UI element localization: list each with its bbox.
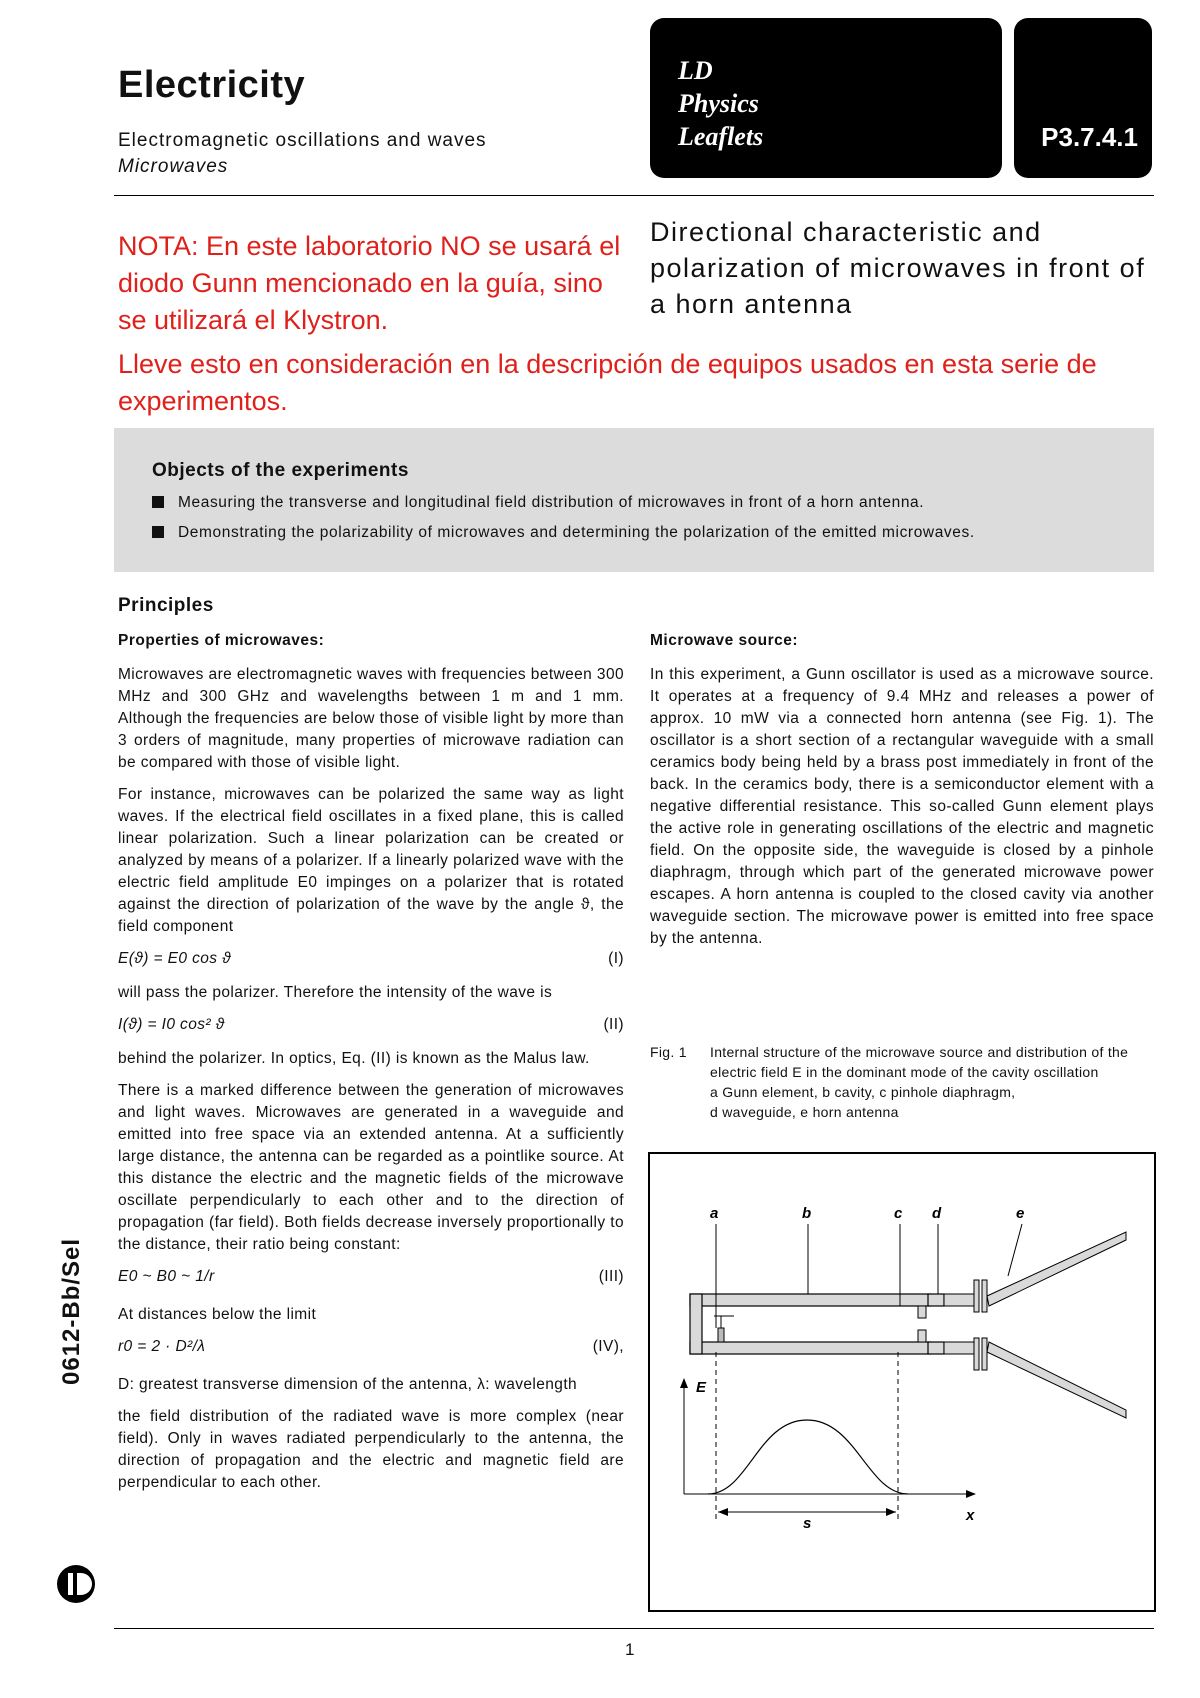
objects-item-text: Measuring the transverse and longitudinal field distribution of microwaves in front of a horn antenna. xyxy=(178,494,925,511)
flange xyxy=(982,1280,987,1312)
objects-item-text: Demonstrating the polarizability of microwaves and determining the polarization of the emitted microwaves. xyxy=(178,524,975,541)
caption-line: a Gunn element, b cavity, c pinhole diaphragm, xyxy=(710,1084,1016,1100)
pinhole-diaphragm xyxy=(918,1306,926,1318)
page-number: 1 xyxy=(625,1640,635,1659)
objects-item xyxy=(152,494,924,512)
equation-2 xyxy=(118,1014,624,1036)
right-column xyxy=(650,632,1154,950)
source-text: In this experiment, a Gunn oscillator is used as a microwave source. It operates at a frequency of 9.4 MHz and releases a power of approx. 10 mW via a connected horn antenna (see Fig. 1). The oscillator is a short section of a rectangular waveguide with a small ceramics body being held by a brass post immediately in front of the back. In the ceramics body, there is a semiconductor element with a negative differential resistance. This so-called Gunn element plays the active role in generating oscillations of the electric and magnetic field. On the opposite side, the waveguide is closed by a pinhole diaphragm, through which part of the generated microwave power escapes. A horn antenna is coupled to the closed cavity via another waveguide section. The microwave power is emitted into free space by the antenna. xyxy=(650,666,1154,947)
span-label: s xyxy=(803,1515,812,1532)
figure-caption xyxy=(710,1042,1154,1122)
flange xyxy=(974,1338,979,1370)
subtitle-topic: Electromagnetic oscillations and waves xyxy=(118,130,487,151)
footer-divider xyxy=(114,1628,1154,1629)
axis-label-e: E xyxy=(696,1379,707,1396)
section-title: Electricity xyxy=(118,64,306,106)
brand-box xyxy=(650,18,1002,178)
equation-text: I(ϑ) = I0 cos² ϑ xyxy=(118,1016,225,1033)
principles-heading: Principles xyxy=(118,595,214,616)
label-c: c xyxy=(894,1205,903,1222)
label-e: e xyxy=(1016,1205,1025,1222)
axis-label-x: x xyxy=(966,1507,975,1524)
bullet-square-icon xyxy=(152,526,164,538)
equation-number: (IV), xyxy=(592,1338,624,1355)
figure-label: Fig. 1 xyxy=(650,1044,687,1060)
caption-line: d waveguide, e horn antenna xyxy=(710,1104,899,1120)
gunn-element xyxy=(718,1328,724,1342)
ld-logo-icon xyxy=(56,1564,96,1604)
waveguide-section xyxy=(944,1294,974,1306)
flange xyxy=(974,1280,979,1312)
brand-line: LD xyxy=(678,56,713,85)
document-title: Directional characteristic and polarization of microwaves in front of a horn antenna xyxy=(650,217,1146,319)
flange xyxy=(982,1338,987,1370)
leaflet-code-box xyxy=(1014,18,1152,178)
objects-heading: Objects of the experiments xyxy=(152,460,409,481)
equation-3 xyxy=(118,1266,624,1294)
pinhole-diaphragm xyxy=(918,1330,926,1342)
subtitle-subtopic: Microwaves xyxy=(118,156,229,177)
source-heading: Microwave source: xyxy=(650,632,799,649)
equation-1 xyxy=(118,948,624,970)
note-text-1: NOTA: En este laboratorio NO se usará el diodo Gunn mencionado en la guía, sino se utilizará el Klystron. xyxy=(118,231,621,335)
bullet-square-icon xyxy=(152,496,164,508)
waveguide-section xyxy=(944,1342,974,1354)
paragraph: Microwaves are electromagnetic waves with frequencies between 300 MHz and 300 GHz and wavelengths between 1 m and 1 mm. Although the frequencies are below those of visible light by more than 3 orders of magnitude, many properties of microwave radiation can be compared with those of visible light. xyxy=(118,666,624,771)
figure-diagram xyxy=(648,1152,1156,1612)
equation-text: r0 = 2 · D²/λ xyxy=(118,1338,206,1355)
label-a: a xyxy=(710,1205,719,1222)
objects-box xyxy=(114,428,1154,572)
equation-4 xyxy=(118,1336,624,1364)
left-column-text xyxy=(118,664,624,1494)
objects-item xyxy=(152,524,975,542)
paragraph: For instance, microwaves can be polarized the same way as light waves. If the electrical field oscillates in a fixed plane, this is called linear polarization. Such a linear polarization can be created or analyzed by means of a polarizer. If a linearly polarized wave with the electric field amplitude E0 impinges on a polarizer that is rotated against the direction of polarization of the wave by the angle ϑ, the field component xyxy=(118,786,624,935)
equation-text: E0 ~ B0 ~ 1/r xyxy=(118,1268,215,1285)
equation-number: (II) xyxy=(603,1016,624,1033)
left-column xyxy=(118,632,624,1504)
equation-number: (III) xyxy=(598,1268,624,1285)
header-divider xyxy=(114,195,1154,196)
paragraph: D: greatest transverse dimension of the antenna, λ: wavelength xyxy=(118,1376,578,1393)
properties-heading: Properties of microwaves: xyxy=(118,632,325,649)
paragraph: the field distribution of the radiated wave is more complex (near field). Only in waves radiated perpendicularly to the antenna, the direction of propagation and the electric and magnetic field are perpendicular to each other. xyxy=(118,1408,624,1491)
side-code: 0612-Bb/Sel xyxy=(58,1237,85,1385)
equation-number: (I) xyxy=(608,950,624,967)
label-d: d xyxy=(932,1205,942,1222)
paragraph: behind the polarizer. In optics, Eq. (II) is known as the Malus law. xyxy=(118,1050,590,1067)
brand-line: Leaflets xyxy=(678,122,764,151)
paragraph: At distances below the limit xyxy=(118,1306,317,1323)
paragraph: will pass the polarizer. Therefore the intensity of the wave is xyxy=(118,984,553,1001)
paragraph: There is a marked difference between the generation of microwaves and light waves. Microwaves are generated in a waveguide and emitted into free space via an extended antenna. At a sufficiently large distance, the antenna can be regarded as a pointlike source. At this distance the electric and the magnetic fields of the microwave oscillate perpendicularly to each other and to the direction of propagation (far field). Both fields decrease inversely proportionally to the distance, their ratio being constant: xyxy=(118,1082,624,1253)
label-b: b xyxy=(802,1205,812,1222)
leaflet-code: P3.7.4.1 xyxy=(1041,122,1138,152)
brand-line: Physics xyxy=(678,89,759,118)
equation-text: E(ϑ) = E0 cos ϑ xyxy=(118,950,232,967)
note-text-2: Lleve esto en consideración en la descripción de equipos usados en esta serie de experimentos. xyxy=(118,349,1097,416)
caption-line: Internal structure of the microwave source and distribution of the electric field E in the dominant mode of the cavity oscillation xyxy=(710,1044,1129,1080)
